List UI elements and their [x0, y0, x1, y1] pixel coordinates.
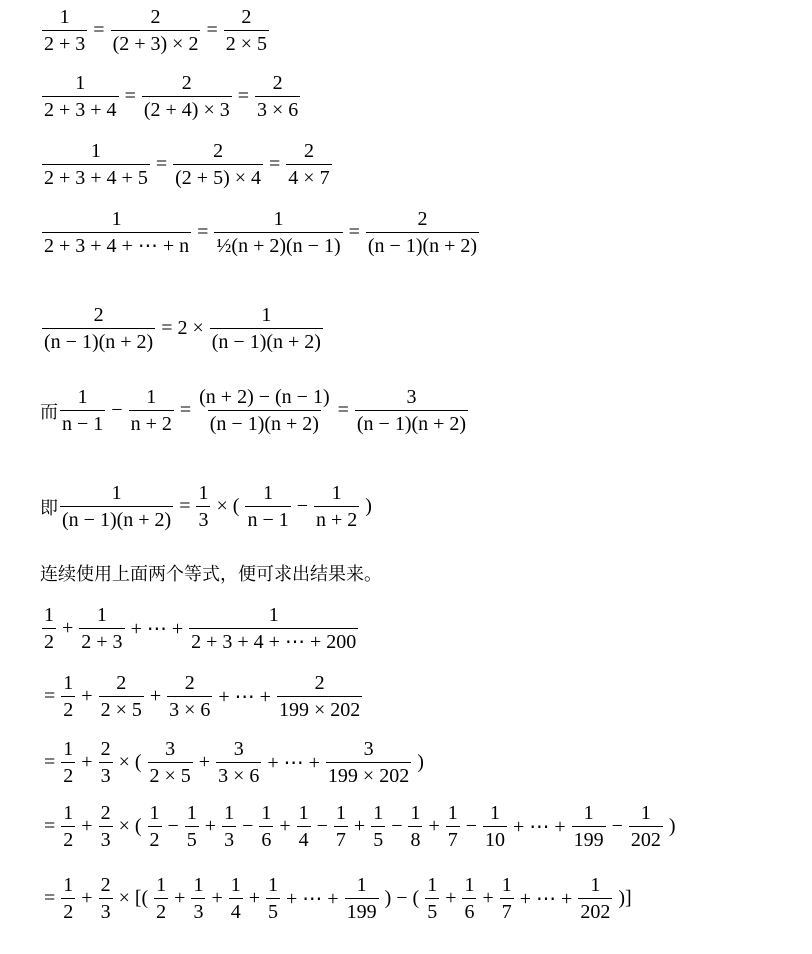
- denominator: 199 × 202: [326, 762, 411, 787]
- equation-line-2: [40, 72, 302, 121]
- fraction: [61, 672, 75, 721]
- denominator: n + 2: [314, 506, 359, 531]
- fraction: [425, 874, 439, 923]
- equation-line-3: [40, 140, 334, 189]
- operator: −: [316, 815, 328, 837]
- fraction: [483, 802, 507, 851]
- numerator: 1: [224, 802, 235, 824]
- numerator: 1: [261, 304, 272, 326]
- denominator: 3: [196, 506, 210, 531]
- numerator: 1: [268, 874, 279, 896]
- denominator: 2 + 3: [42, 30, 87, 55]
- numerator: 2: [116, 672, 127, 694]
- fraction: [214, 208, 342, 257]
- equation-line-10: [40, 672, 364, 721]
- operator: +: [62, 617, 74, 639]
- operator: + ⋯ +: [130, 618, 184, 640]
- fraction: [167, 672, 212, 721]
- operator: −: [611, 815, 623, 837]
- numerator: 2: [100, 802, 111, 824]
- fraction: [42, 604, 56, 653]
- numerator: 2: [241, 6, 252, 28]
- numerator: 1: [640, 802, 651, 824]
- denominator: n + 2: [129, 410, 174, 435]
- fraction: [266, 874, 280, 923]
- fraction: [99, 874, 113, 923]
- fraction: [578, 874, 612, 923]
- denominator: 2 × 5: [99, 696, 144, 721]
- numerator: 1: [111, 482, 122, 504]
- operator: +: [149, 685, 162, 707]
- numerator: 2: [93, 304, 104, 326]
- denominator: 2: [148, 826, 162, 851]
- denominator: 7: [334, 826, 348, 851]
- numerator: 2: [150, 6, 161, 28]
- operator: +: [204, 815, 217, 837]
- numerator: 1: [198, 482, 209, 504]
- denominator: 202: [578, 898, 612, 923]
- operator: + ⋯ +: [513, 816, 566, 838]
- numerator: 2: [303, 140, 314, 162]
- numerator: 1: [193, 874, 204, 896]
- numerator: 1: [410, 802, 421, 824]
- operator: ) − (: [384, 887, 420, 909]
- numerator: 1: [583, 802, 594, 824]
- fraction: [500, 874, 514, 923]
- operator: −: [465, 815, 478, 837]
- operator: +: [248, 887, 261, 909]
- denominator: 3: [191, 898, 205, 923]
- numerator: 1: [590, 874, 601, 896]
- denominator: 10: [483, 826, 507, 851]
- numerator: 1: [447, 802, 458, 824]
- fraction: [173, 140, 263, 189]
- operator: ): [417, 751, 424, 773]
- equation-line-7: [40, 482, 376, 531]
- denominator: 2 + 3 + 4 + ⋯ + 200: [189, 628, 358, 653]
- operator: +: [445, 887, 457, 909]
- fraction: [142, 72, 232, 121]
- denominator: 5: [425, 898, 439, 923]
- fraction: [61, 874, 75, 923]
- operator: × [(: [118, 887, 149, 909]
- numerator: 1: [149, 802, 160, 824]
- denominator: 5: [371, 826, 385, 851]
- operator: × (: [118, 751, 142, 773]
- numerator: 1: [268, 604, 279, 626]
- fraction: [99, 738, 113, 787]
- numerator: 3: [233, 738, 244, 760]
- numerator: 1: [427, 874, 438, 896]
- denominator: 199 × 202: [277, 696, 362, 721]
- denominator: 2: [154, 898, 168, 923]
- operator: +: [482, 887, 494, 909]
- fraction: [259, 802, 273, 851]
- equation-line-6: [40, 386, 470, 435]
- numerator: 2: [181, 72, 192, 94]
- fraction: [42, 6, 87, 55]
- numerator: 1: [63, 802, 74, 824]
- denominator: 3 × 6: [255, 96, 300, 121]
- numerator: 1: [335, 802, 346, 824]
- fraction: [326, 738, 411, 787]
- denominator: 3 × 6: [167, 696, 212, 721]
- fraction: [154, 874, 168, 923]
- fraction: [334, 802, 348, 851]
- denominator: 4 × 7: [286, 164, 331, 189]
- equation-line-4: [40, 208, 481, 257]
- fraction: [111, 6, 201, 55]
- numerator: 1: [96, 604, 107, 626]
- numerator: 1: [186, 802, 197, 824]
- operator: =: [44, 887, 56, 909]
- numerator: 3: [406, 386, 417, 408]
- operator: −: [111, 399, 123, 421]
- denominator: n − 1: [245, 506, 290, 531]
- operator: =: [44, 815, 56, 837]
- operator: =: [206, 19, 218, 41]
- numerator: 1: [261, 802, 272, 824]
- denominator: 3: [99, 826, 113, 851]
- operator: + ⋯ +: [519, 888, 573, 910]
- denominator: 3: [99, 898, 113, 923]
- denominator: 3: [99, 762, 113, 787]
- denominator: 6: [259, 826, 273, 851]
- denominator: (n − 1)(n + 2): [208, 410, 321, 435]
- fraction: [61, 802, 75, 851]
- denominator: n − 1: [60, 410, 105, 435]
- denominator: (n − 1)(n + 2): [60, 506, 173, 531]
- denominator: 3 × 6: [216, 762, 261, 787]
- fraction: [245, 482, 290, 531]
- numerator: 2: [213, 140, 224, 162]
- fraction: [255, 72, 300, 121]
- numerator: 2: [184, 672, 195, 694]
- operator: + ⋯ +: [267, 752, 320, 774]
- fraction: [79, 604, 124, 653]
- denominator: 202: [629, 826, 663, 851]
- numerator: 1: [373, 802, 384, 824]
- fraction: [462, 874, 476, 923]
- operator: =: [44, 685, 56, 707]
- numerator: 1: [156, 874, 167, 896]
- operator: + ⋯ +: [286, 888, 339, 910]
- numerator: 1: [75, 72, 86, 94]
- operator: )]: [618, 887, 632, 909]
- fraction: [216, 738, 261, 787]
- numerator: 1: [273, 208, 284, 230]
- fraction: [355, 386, 468, 435]
- denominator: 8: [408, 826, 422, 851]
- denominator: 2 × 5: [224, 30, 269, 55]
- operator: =: [44, 751, 56, 773]
- fraction: [197, 386, 331, 435]
- denominator: 199: [572, 826, 606, 851]
- fraction: [60, 386, 105, 435]
- chinese-text: 即: [40, 497, 58, 519]
- fraction: [222, 802, 236, 851]
- equation-line-13: [40, 874, 636, 923]
- numerator: 2: [100, 738, 111, 760]
- denominator: 199: [345, 898, 379, 923]
- denominator: 2 + 3: [79, 628, 124, 653]
- operator: =: [124, 85, 136, 107]
- numerator: 1: [331, 482, 342, 504]
- denominator: 6: [462, 898, 476, 923]
- fraction: [314, 482, 359, 531]
- numerator: 1: [464, 874, 475, 896]
- operator: +: [81, 751, 93, 773]
- operator: =: [348, 221, 360, 243]
- chinese-text: 而: [40, 401, 58, 423]
- denominator: ½(n + 2)(n − 1): [214, 232, 342, 257]
- numerator: 2: [417, 208, 428, 230]
- numerator: 1: [59, 6, 70, 28]
- denominator: (2 + 5) × 4: [173, 164, 263, 189]
- numerator: 2: [100, 874, 111, 896]
- fraction: [345, 874, 379, 923]
- equation-line-1: [40, 6, 271, 55]
- numerator: 1: [111, 208, 122, 230]
- fraction: [572, 802, 606, 851]
- operator: =: [197, 221, 209, 243]
- operator: +: [353, 815, 366, 837]
- numerator: 1: [90, 140, 101, 162]
- operator: × (: [216, 495, 240, 517]
- operator: −: [391, 815, 403, 837]
- operator: × (: [118, 815, 142, 837]
- fraction: [371, 802, 385, 851]
- operator: = 2 ×: [161, 317, 204, 339]
- operator: ): [668, 815, 676, 837]
- operator: =: [337, 399, 349, 421]
- denominator: 2 + 3 + 4: [42, 96, 119, 121]
- numerator: 1: [77, 386, 88, 408]
- fraction: [196, 482, 210, 531]
- numerator: 2: [272, 72, 283, 94]
- operator: +: [198, 751, 211, 773]
- denominator: 5: [185, 826, 199, 851]
- fraction: [42, 72, 119, 121]
- fraction: [446, 802, 460, 851]
- operator: =: [155, 153, 168, 175]
- operator: ): [365, 495, 372, 517]
- equation-line-11: [40, 738, 428, 787]
- numerator: 1: [44, 604, 54, 626]
- fraction: [191, 874, 205, 923]
- fraction: [224, 6, 269, 55]
- operator: +: [279, 815, 291, 837]
- fraction: [148, 802, 162, 851]
- numerator: 1: [298, 802, 309, 824]
- operator: =: [237, 85, 250, 107]
- numerator: 1: [146, 386, 157, 408]
- fraction: [42, 140, 150, 189]
- fraction: [366, 208, 479, 257]
- denominator: 2: [61, 696, 75, 721]
- operator: +: [81, 685, 93, 707]
- fraction: [210, 304, 323, 353]
- denominator: 5: [266, 898, 280, 923]
- numerator: 1: [63, 672, 74, 694]
- denominator: 2: [61, 762, 75, 787]
- operator: +: [174, 887, 186, 909]
- operator: +: [428, 815, 440, 837]
- operator: −: [296, 495, 308, 517]
- denominator: 3: [222, 826, 236, 851]
- fraction: [277, 672, 362, 721]
- fraction: [408, 802, 422, 851]
- operator: +: [81, 887, 93, 909]
- numerator: 1: [356, 874, 367, 896]
- denominator: 4: [229, 898, 243, 923]
- numerator: 1: [230, 874, 241, 896]
- operator: =: [179, 495, 191, 517]
- fraction: [629, 802, 663, 851]
- denominator: (n − 1)(n + 2): [355, 410, 468, 435]
- denominator: 7: [446, 826, 460, 851]
- numerator: 2: [314, 672, 325, 694]
- operator: =: [269, 153, 281, 175]
- equation-line-5: [40, 304, 325, 353]
- denominator: (2 + 3) × 2: [111, 30, 201, 55]
- fraction: [185, 802, 199, 851]
- fraction: [42, 304, 155, 353]
- operator: =: [93, 19, 105, 41]
- numerator: 1: [501, 874, 512, 896]
- fraction: [297, 802, 311, 851]
- numerator: 1: [63, 874, 74, 896]
- fraction: [60, 482, 173, 531]
- fraction: [229, 874, 243, 923]
- fraction: [99, 802, 113, 851]
- denominator: (2 + 4) × 3: [142, 96, 232, 121]
- denominator: 2 + 3 + 4 + ⋯ + n: [42, 232, 191, 257]
- equation-line-8: [40, 560, 382, 586]
- operator: −: [242, 815, 254, 837]
- operator: +: [81, 815, 93, 837]
- numerator: 1: [63, 738, 74, 760]
- numerator: (n + 2) − (n − 1): [199, 386, 330, 408]
- numerator: 1: [490, 802, 501, 824]
- fraction: [99, 672, 144, 721]
- denominator: 4: [297, 826, 311, 851]
- equation-line-12: [40, 802, 680, 851]
- denominator: 2 + 3 + 4 + 5: [42, 164, 150, 189]
- operator: + ⋯ +: [218, 686, 271, 708]
- denominator: 2: [42, 628, 56, 653]
- denominator: 2: [61, 898, 75, 923]
- denominator: (n − 1)(n + 2): [366, 232, 479, 257]
- denominator: 2: [61, 826, 75, 851]
- operator: =: [179, 399, 192, 421]
- numerator: 3: [165, 738, 176, 760]
- equation-line-9: [40, 604, 360, 653]
- denominator: 2 × 5: [148, 762, 193, 787]
- chinese-text: 连续使用上面两个等式，便可求出结果来。: [40, 564, 382, 585]
- fraction: [148, 738, 193, 787]
- fraction: [42, 208, 191, 257]
- numerator: 1: [263, 482, 274, 504]
- fraction: [129, 386, 174, 435]
- fraction: [189, 604, 358, 653]
- operator: −: [167, 815, 179, 837]
- fraction: [61, 738, 75, 787]
- operator: +: [211, 887, 223, 909]
- denominator: (n − 1)(n + 2): [42, 328, 155, 353]
- denominator: 7: [500, 898, 514, 923]
- fraction: [286, 140, 331, 189]
- denominator: (n − 1)(n + 2): [210, 328, 323, 353]
- numerator: 3: [363, 738, 374, 760]
